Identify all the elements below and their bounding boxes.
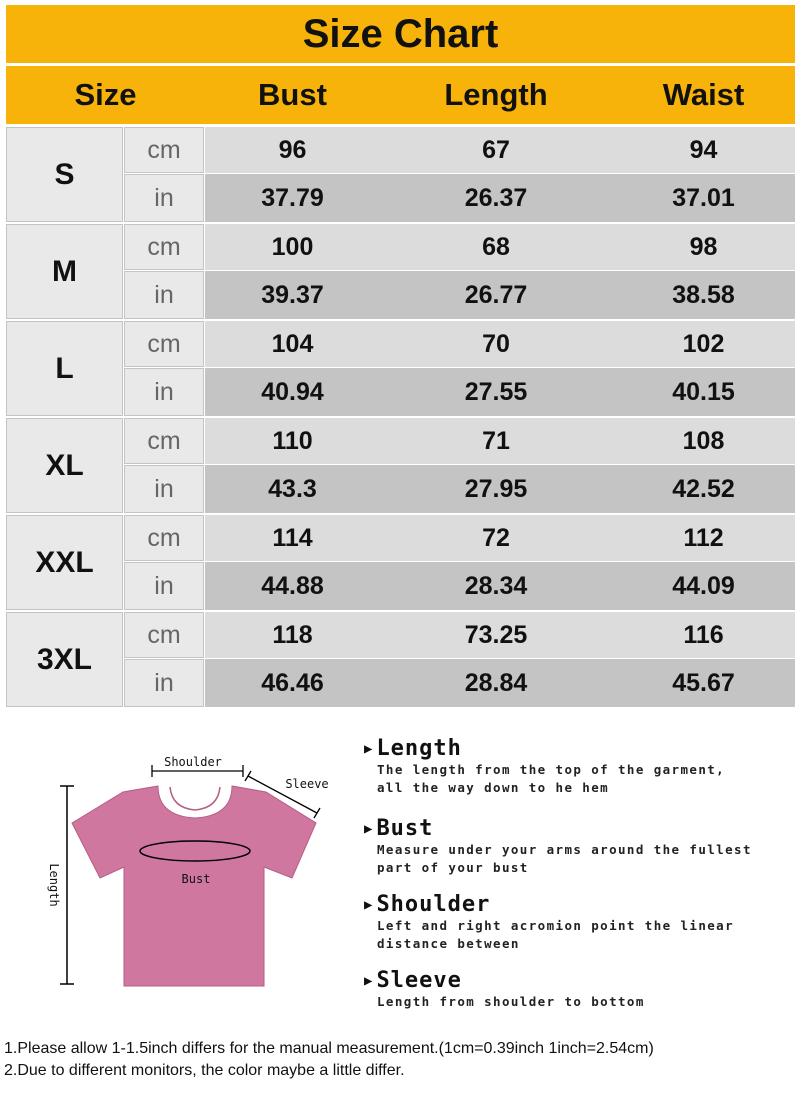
measurement-guide bbox=[0, 720, 800, 1020]
bust-value: 114 bbox=[272, 524, 313, 552]
header-size: Size bbox=[74, 77, 137, 112]
bust-value: 96 bbox=[278, 136, 307, 164]
sleeve-label: Sleeve bbox=[285, 777, 329, 791]
unit-in: in bbox=[124, 465, 204, 513]
unit-in: in bbox=[124, 562, 204, 610]
unit-cm: cm bbox=[124, 127, 204, 173]
size-group-xl bbox=[6, 418, 795, 513]
size-group-3xl bbox=[6, 612, 795, 707]
unit-cm: cm bbox=[124, 224, 204, 270]
waist-value: 44.09 bbox=[672, 572, 735, 600]
triangle-right-icon: ▶ bbox=[364, 821, 374, 837]
waist-value: 37.01 bbox=[672, 184, 735, 212]
length-value: 67 bbox=[482, 136, 510, 164]
tshirt-diagram bbox=[0, 720, 360, 1010]
length-value: 26.37 bbox=[464, 184, 528, 212]
size-group-l bbox=[6, 321, 795, 416]
waist-value: 40.15 bbox=[672, 378, 735, 406]
length-value: 72 bbox=[482, 524, 510, 552]
length-value: 73.25 bbox=[464, 621, 528, 649]
waist-value: 45.67 bbox=[672, 669, 735, 697]
table-row bbox=[205, 612, 795, 658]
bust-value: 100 bbox=[271, 233, 314, 261]
bust-value: 40.94 bbox=[261, 378, 324, 406]
size-label: M bbox=[6, 224, 123, 319]
table-row bbox=[205, 224, 795, 270]
tshirt-icon bbox=[72, 786, 316, 986]
header-length: Length bbox=[444, 77, 548, 112]
size-group-m bbox=[6, 224, 795, 319]
table-row bbox=[205, 127, 795, 173]
length-label: Length bbox=[47, 863, 61, 907]
header-bust: Bust bbox=[258, 77, 327, 112]
shoulder-label: Shoulder bbox=[164, 755, 222, 769]
collar-shape bbox=[170, 787, 220, 810]
waist-value: 102 bbox=[682, 330, 725, 358]
bust-value: 110 bbox=[272, 427, 313, 455]
table-header bbox=[6, 66, 795, 124]
desc-heading: Shoulder bbox=[376, 892, 491, 917]
length-value: 27.95 bbox=[464, 475, 528, 503]
length-value: 70 bbox=[482, 330, 510, 358]
desc-heading: Bust bbox=[376, 816, 434, 841]
waist-value: 42.52 bbox=[672, 475, 735, 503]
table-row bbox=[205, 562, 795, 610]
header-waist: Waist bbox=[662, 77, 745, 112]
desc-line: all the way down to he hem bbox=[377, 780, 610, 795]
desc-line: Left and right acromion point the linear bbox=[377, 918, 735, 933]
triangle-right-icon: ▶ bbox=[364, 973, 374, 989]
bust-value: 104 bbox=[271, 330, 314, 358]
length-value: 28.84 bbox=[464, 669, 528, 697]
bust-value: 46.46 bbox=[261, 669, 324, 697]
unit-in: in bbox=[124, 659, 204, 707]
note-line: 2.Due to different monitors, the color maybe a little differ. bbox=[4, 1062, 405, 1079]
table-row bbox=[205, 659, 795, 707]
unit-in: in bbox=[124, 368, 204, 416]
size-label: XXL bbox=[6, 515, 123, 610]
page-title: Size Chart bbox=[302, 11, 499, 56]
desc-heading: Length bbox=[376, 736, 462, 761]
length-value: 26.77 bbox=[464, 281, 528, 309]
size-label: S bbox=[6, 127, 123, 222]
desc-sleeve bbox=[364, 968, 784, 1011]
bust-value: 37.79 bbox=[261, 184, 324, 212]
size-group-s bbox=[6, 127, 795, 222]
unit-cm: cm bbox=[124, 612, 204, 658]
table-row bbox=[205, 174, 795, 222]
desc-line: distance between bbox=[377, 936, 520, 951]
unit-in: in bbox=[124, 271, 204, 319]
size-label: XL bbox=[6, 418, 123, 513]
size-label: L bbox=[6, 321, 123, 416]
length-value: 28.34 bbox=[464, 572, 528, 600]
table-row bbox=[205, 465, 795, 513]
waist-value: 112 bbox=[683, 524, 724, 552]
bust-value: 39.37 bbox=[261, 281, 324, 309]
triangle-right-icon: ▶ bbox=[364, 897, 374, 913]
triangle-right-icon: ▶ bbox=[364, 741, 374, 757]
length-value: 68 bbox=[482, 233, 510, 261]
waist-value: 38.58 bbox=[672, 281, 735, 309]
note-line: 1.Please allow 1-1.5inch differs for the manual measurement.(1cm=0.39inch 1inch=2.54cm) bbox=[4, 1040, 654, 1057]
footnotes bbox=[4, 1038, 798, 1082]
desc-bust bbox=[364, 816, 784, 877]
unit-cm: cm bbox=[124, 515, 204, 561]
size-chart-title-bar bbox=[6, 5, 795, 63]
desc-length bbox=[364, 736, 784, 797]
waist-value: 94 bbox=[689, 136, 718, 164]
table-row bbox=[205, 515, 795, 561]
waist-value: 98 bbox=[689, 233, 718, 261]
table-row bbox=[205, 418, 795, 464]
bust-value: 43.3 bbox=[268, 475, 317, 503]
desc-line: The length from the top of the garment, bbox=[377, 762, 726, 777]
desc-line: Length from shoulder to bottom bbox=[377, 994, 645, 1009]
unit-in: in bbox=[124, 174, 204, 222]
desc-line: Measure under your arms around the fullest bbox=[377, 842, 752, 857]
length-value: 71 bbox=[482, 427, 510, 455]
bust-label: Bust bbox=[181, 872, 211, 886]
waist-value: 108 bbox=[682, 427, 725, 455]
bust-value: 44.88 bbox=[261, 572, 324, 600]
unit-cm: cm bbox=[124, 418, 204, 464]
size-group-xxl bbox=[6, 515, 795, 610]
desc-heading: Sleeve bbox=[376, 968, 462, 993]
table-row bbox=[205, 321, 795, 367]
table-row bbox=[205, 368, 795, 416]
waist-value: 116 bbox=[683, 621, 724, 649]
desc-shoulder bbox=[364, 892, 784, 953]
table-row bbox=[205, 271, 795, 319]
unit-cm: cm bbox=[124, 321, 204, 367]
size-label: 3XL bbox=[6, 612, 123, 707]
length-value: 27.55 bbox=[464, 378, 528, 406]
bust-value: 118 bbox=[272, 621, 313, 649]
desc-line: part of your bust bbox=[377, 860, 529, 875]
